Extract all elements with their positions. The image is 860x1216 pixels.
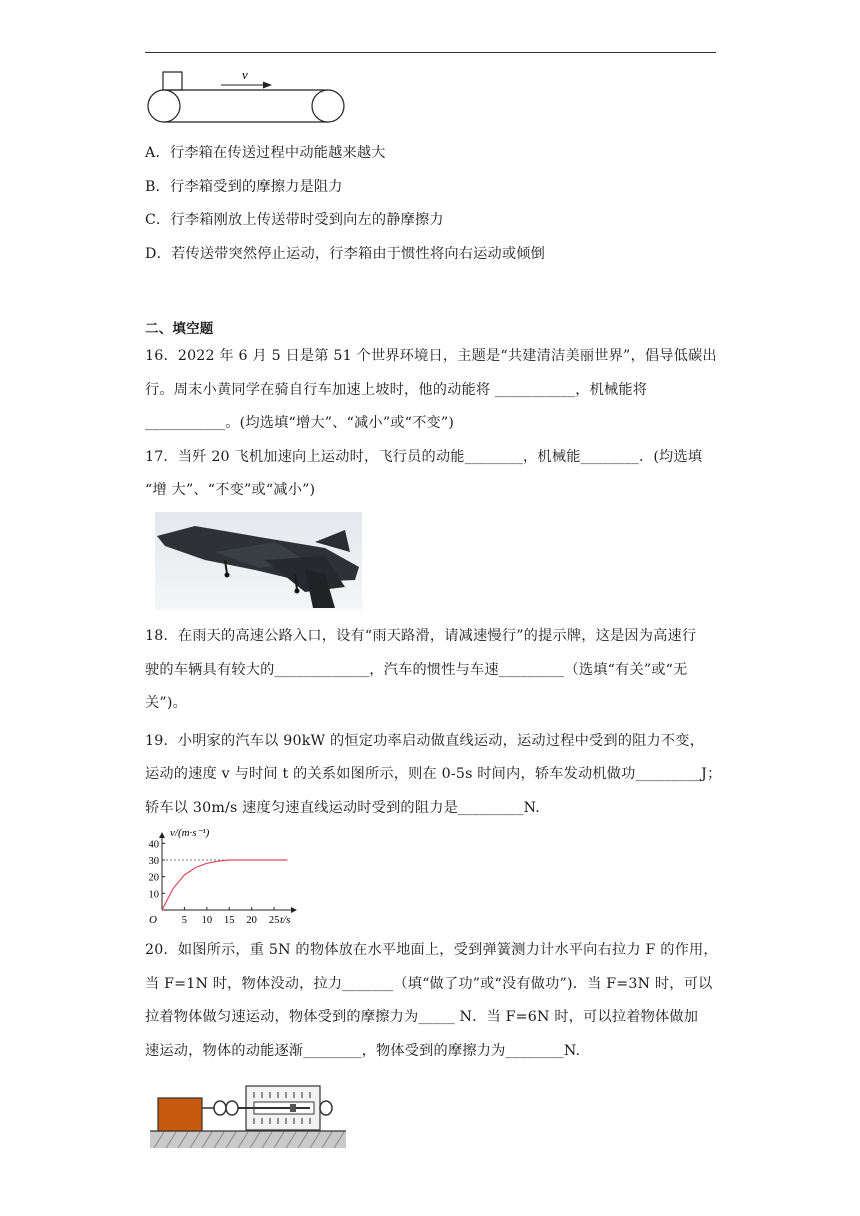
x-tick-label: 5 (181, 915, 188, 926)
q16-line-1: 16．2022 年 6 月 5 日是第 51 个世界环境日，主题是“共建清洁美丽世界”，倡导低碳出 (145, 348, 717, 364)
q20-line-2: 当 F=1N 时，物体没动，拉力_______（填“做了功”或“没有做功”)．当 F=3N 时，可以 (145, 976, 713, 992)
graph-origin: O (149, 914, 157, 926)
option-d: D．若传送带突然停止运动，行李箱由于惯性将向右运动或倾倒 (145, 246, 546, 262)
block (158, 1098, 202, 1131)
scale-ring (320, 1101, 332, 1115)
y-tick-label: 20 (148, 872, 159, 884)
velocity-label: v (242, 67, 248, 82)
y-tick-label: 30 (148, 856, 159, 867)
left-roller (148, 90, 180, 122)
q16-line-2: 行。周末小黄同学在骑自行车加速上坡时，他的动能将 ___________，机械能将 (145, 382, 648, 398)
option-b: B．行李箱受到的摩擦力是阻力 (145, 179, 343, 195)
q20-line-3: 拉着物体做匀速运动，物体受到的摩擦力为_____ N．当 F=6N 时，可以拉着物体做加 (145, 1009, 699, 1025)
x-tick-label: 10 (201, 915, 213, 926)
x-tick-label: 15 (223, 915, 235, 926)
q17-line-1: 17．当歼 20 飞机加速向上运动时，飞行员的动能________，机械能________．(均选填 (145, 449, 703, 465)
q17-line-2: “增 大”、“不变”或“减小”) (145, 482, 316, 498)
q18-line-2: 驶的车辆具有较大的_____________，汽车的惯性与车速_________（选填“有关”或“无 (145, 662, 688, 678)
y-axis-arrow (159, 832, 165, 838)
option-a: A．行李箱在传送过程中动能越来越大 (145, 145, 386, 161)
block-spring-scale-figure (150, 1078, 346, 1148)
q19-line-1: 19．小明家的汽车以 90kW 的恒定功率启动做直线运动，运动过程中受到的阻力不变， (145, 733, 705, 749)
q18-line-3: 关”)。 (145, 695, 187, 711)
y-tick-label: 40 (148, 839, 159, 851)
graph-xlabel: t/s (280, 914, 291, 926)
j20-jet-photo (155, 512, 362, 610)
section-title: 二、填空题 (145, 321, 214, 337)
x-axis-arrow (291, 907, 297, 913)
velocity-arrowhead (263, 82, 272, 89)
graph-ylabel: v/(m·s⁻¹) (170, 827, 210, 839)
right-roller (312, 90, 344, 122)
y-tick-label: 10 (148, 889, 159, 901)
x-tick-label: 20 (246, 915, 257, 926)
hook (214, 1101, 226, 1115)
x-tick-label: 25 (268, 915, 280, 926)
conveyor-belt-figure (146, 64, 346, 126)
q19-line-3: 轿车以 30m/s 速度匀速直线运动时受到的阻力是_________N. (145, 800, 541, 816)
q20-line-4: 速运动，物体的动能逐渐________，物体受到的摩擦力为________N. (145, 1043, 581, 1059)
velocity-curve (162, 860, 288, 910)
q16-line-3: ___________。(均选填“增大”、“减小”或“不变”) (145, 415, 455, 431)
option-c: C．行李箱刚放上传送带时受到向左的静摩擦力 (145, 212, 444, 228)
q20-line-1: 20．如图所示，重 5N 的物体放在水平地面上，受到弹簧测力计水平向右拉力 F 的作用， (145, 942, 718, 958)
top-rule (145, 52, 716, 53)
q19-line-2: 运动的速度 v 与时间 t 的关系如图所示，则在 0-5s 时间内，轿车发动机做功_________J； (145, 766, 722, 782)
velocity-time-graph (140, 822, 300, 930)
q18-line-1: 18．在雨天的高速公路入口，设有“雨天路滑，请减速慢行”的提示牌，这是因为高速行 (145, 628, 697, 644)
luggage-box (163, 72, 182, 90)
